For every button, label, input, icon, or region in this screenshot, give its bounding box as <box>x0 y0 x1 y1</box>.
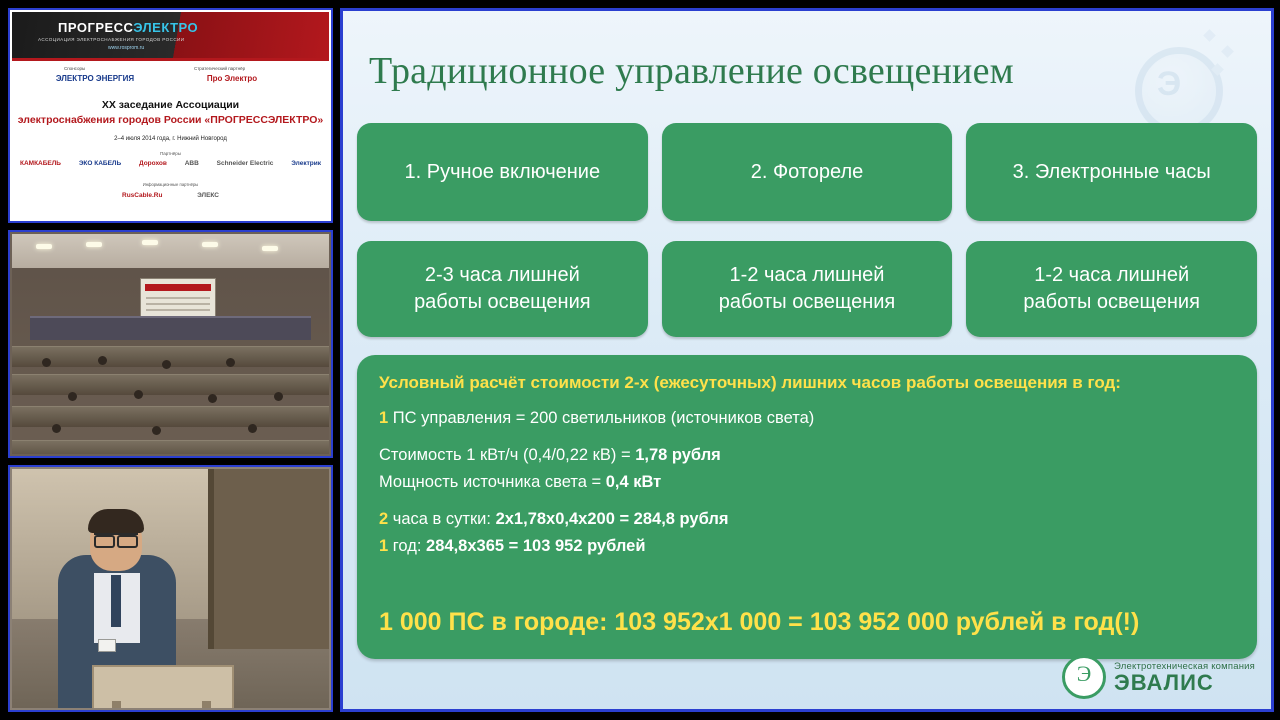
attendee-head <box>152 426 161 435</box>
loss-text <box>414 262 591 316</box>
partner-logo: ЭЛЕКС <box>197 192 219 199</box>
method-card-electronic-clock <box>966 123 1257 221</box>
poster-partner-logos-row-1 <box>20 160 321 167</box>
extra-hours-row <box>357 241 1257 337</box>
ceiling-light <box>36 244 52 249</box>
partner-logo: КАМКАБЕЛЬ <box>20 160 61 167</box>
control-methods-row <box>357 123 1257 221</box>
watermark-spark <box>1203 29 1216 42</box>
poster-red-divider <box>12 58 329 61</box>
calc-text: ПС управления = 200 светильников (источников света) <box>388 409 815 427</box>
hall-ceiling <box>12 234 329 268</box>
loss-card-electronic-clock <box>966 241 1257 337</box>
hall-image <box>12 234 329 454</box>
calc-spacer <box>379 436 1235 446</box>
poster-partner-logos-row-2 <box>122 192 219 199</box>
evalis-mark-icon <box>1062 655 1106 699</box>
attendee-head <box>68 392 77 401</box>
speaker-image <box>12 469 329 708</box>
poster-sponsor-label-right: Стратегический партнёр <box>194 66 246 71</box>
attendee-head <box>52 424 61 433</box>
hall-seat-row <box>12 406 329 427</box>
method-card-manual <box>357 123 648 221</box>
poster-title <box>12 98 329 128</box>
podium-leg <box>202 701 211 708</box>
attendee-head <box>98 356 107 365</box>
loss-line1: 1-2 часа лишней <box>1034 264 1190 286</box>
calc-line-price <box>379 446 1235 465</box>
calc-text: год: <box>388 537 427 555</box>
cost-calculation-box <box>357 355 1257 659</box>
loss-card-manual <box>357 241 648 337</box>
partner-logo: Электрик <box>291 160 321 167</box>
loss-line2: работы освещения <box>414 291 591 313</box>
hall-seat-row <box>12 374 329 395</box>
conference-poster-panel <box>8 8 333 223</box>
poster-sponsor-label-left: Спонсоры <box>64 66 86 71</box>
hall-seat-row <box>12 440 329 454</box>
calc-number: 1 <box>379 537 389 555</box>
conference-hall-photo <box>8 230 333 458</box>
watermark-letter: Э <box>1157 65 1182 103</box>
partner-logo: ЭКО КАБЕЛЬ <box>78 160 122 167</box>
method-label: 2. Фотореле <box>750 160 864 183</box>
hall-stage-table <box>30 316 311 340</box>
calc-total-city: 1 000 ПС в городе: 103 952х1 000 = 103 952 000 рублей в год(!) <box>379 608 1140 636</box>
speaker-photo <box>8 465 333 712</box>
attendee-head <box>274 392 283 401</box>
poster-inner <box>12 12 329 219</box>
poster-title-line2: электроснабжения городов России «ПРОГРЕССЭЛЕКТРО» <box>17 114 324 127</box>
calc-text: Мощность источника света = <box>379 473 606 491</box>
partner-logo: ABB <box>184 160 199 167</box>
calc-line-yearly <box>379 537 1235 556</box>
poster-partners-label: Партнёры <box>160 151 181 156</box>
calc-line-power <box>379 473 1235 492</box>
attendee-head <box>134 390 143 399</box>
attendee-head <box>248 424 257 433</box>
partner-logo: Дорохов <box>139 160 167 167</box>
ceiling-light <box>262 246 278 251</box>
poster-logo <box>58 20 198 35</box>
brand-text-block <box>1114 661 1255 694</box>
podium-leg <box>112 701 121 708</box>
hall-projection-screen <box>140 278 216 320</box>
method-label: 3. Электронные часы <box>1012 160 1211 183</box>
calc-spacer <box>379 500 1235 510</box>
poster-logo-url: www.rosprom.ru <box>108 45 145 51</box>
partner-logo: Schneider Electric <box>216 160 274 167</box>
brand-name: ЭВАЛИС <box>1114 669 1214 695</box>
calc-value: 0,4 кВт <box>605 473 662 491</box>
calc-text: часа в сутки: <box>388 510 496 528</box>
calc-value: 2х1,78х0,4х200 = 284,8 рубля <box>495 510 729 528</box>
partner-logo: RusCable.Ru <box>122 192 163 199</box>
ceiling-light <box>202 242 218 247</box>
ceiling-light <box>86 242 102 247</box>
speaker-tie <box>111 575 121 627</box>
brand-tagline: Электротехническая компания <box>1114 660 1255 672</box>
calc-value: 284,8х365 = 103 952 рублей <box>426 537 646 555</box>
poster-sponsor-right: Про Электро <box>206 74 258 83</box>
glasses-icon <box>94 533 138 545</box>
poster-logo-main: ПРОГРЕСС <box>58 20 134 35</box>
poster-header-bar <box>12 12 329 58</box>
method-label: 1. Ручное включение <box>404 160 601 183</box>
loss-line2: работы освещения <box>718 291 896 313</box>
calc-number: 2 <box>379 510 389 528</box>
calc-line-daily <box>379 510 1235 529</box>
calc-line-substation <box>379 409 1235 428</box>
poster-title-line1: XX заседание Ассоциации <box>101 99 240 111</box>
loss-card-photorelay <box>662 241 953 337</box>
loss-line1: 1-2 часа лишней <box>729 264 885 286</box>
calc-value: 1,78 рубля <box>635 446 721 464</box>
slide-title: Традиционное управление освещением <box>369 50 1014 92</box>
screen-text-line <box>146 303 210 305</box>
presentation-slide <box>340 8 1274 712</box>
poster-sponsor-left: ЭЛЕКТРО ЭНЕРГИЯ <box>55 74 135 83</box>
speaker-badge <box>98 639 116 652</box>
poster-date: 2–4 июля 2014 года, г. Нижний Новгород <box>114 136 227 142</box>
attendee-head <box>162 360 171 369</box>
screen-banner <box>145 284 211 291</box>
company-logo <box>1062 655 1255 699</box>
poster-logo-subtitle: АССОЦИАЦИЯ ЭЛЕКТРОСНАБЖЕНИЯ ГОРОДОВ РОССИИ <box>38 37 185 42</box>
door-frame <box>208 469 329 649</box>
attendee-head <box>226 358 235 367</box>
method-card-photorelay <box>662 123 953 221</box>
ceiling-light <box>142 240 158 245</box>
attendee-head <box>42 358 51 367</box>
attendee-head <box>208 394 217 403</box>
screen-text-line <box>146 297 210 299</box>
left-photo-column <box>8 8 333 712</box>
poster-info-partners-label: Информационные партнёры <box>142 182 199 187</box>
calc-number: 1 <box>379 409 389 427</box>
loss-line1: 2-3 часа лишней <box>424 264 580 286</box>
calc-heading: Условный расчёт стоимости 2-х (ежесуточных) лишних часов работы освещения в год: <box>379 373 1121 392</box>
calc-text: Стоимость 1 кВт/ч (0,4/0,22 кВ) = <box>379 446 636 464</box>
loss-text <box>1023 262 1200 316</box>
loss-line2: работы освещения <box>1023 291 1200 313</box>
poster-logo-accent: ЭЛЕКТРО <box>133 20 199 35</box>
screen-text-line <box>146 309 210 311</box>
speaker-hair <box>88 509 144 533</box>
loss-text <box>719 262 896 316</box>
